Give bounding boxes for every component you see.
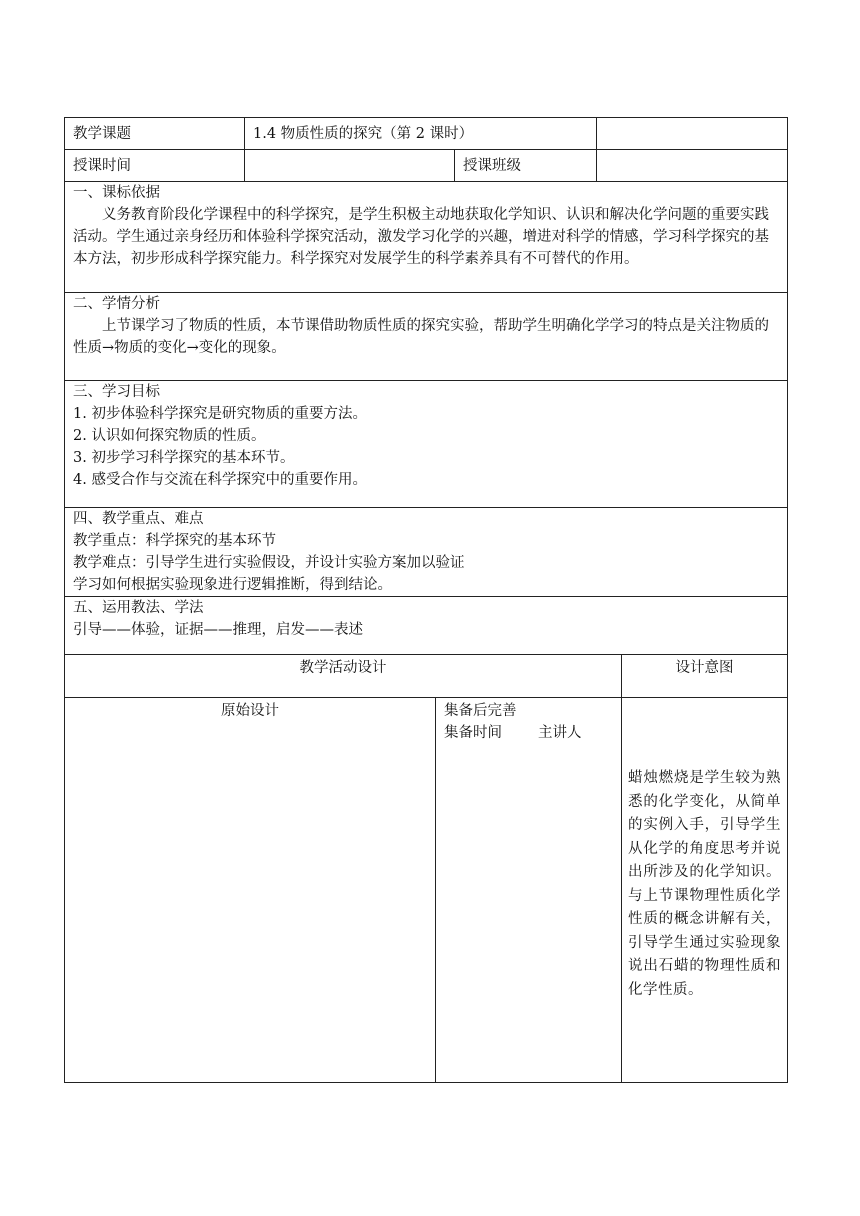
difficulty-line: 教学难点：引导学生进行实验假设，并设计实验方案加以验证 <box>73 555 465 571</box>
time-label: 授课时间 <box>65 150 245 182</box>
meeting-meta <box>444 722 613 744</box>
section-methods <box>65 597 788 655</box>
objective-item: 2. 认识如何探究物质的性质。 <box>73 428 266 444</box>
meet-time-label: 集备时间 <box>444 725 502 741</box>
section-key-points <box>65 508 788 597</box>
section-title: 四、教学重点、难点 <box>73 511 204 527</box>
section-student-analysis <box>65 293 788 381</box>
topic-value: 1.4 物质性质的探究（第 2 课时） <box>245 118 597 150</box>
speaker-label: 主讲人 <box>538 725 582 741</box>
intent-text: 蜡烛燃烧是学生较为熟悉的化学变化，从简单的实例入手，引导学生从化学的角度思考并说出所涉及的化学知识。与上节课物理性质化学性质的概念讲解有关，引导学生通过实验现象说出石蜡的物理性质和化学性质。 <box>628 770 781 998</box>
section-title: 一、课标依据 <box>73 185 160 201</box>
activity-table <box>64 654 788 1083</box>
topic-label: 教学课题 <box>65 118 245 150</box>
time-value <box>245 150 455 182</box>
key-point-line: 教学重点：科学探究的基本环节 <box>73 533 276 549</box>
section-title: 二、学情分析 <box>73 296 160 312</box>
intent-label: 设计意图 <box>622 655 788 698</box>
section-body: 上节课学习了物质的性质，本节课借助物质性质的探究实验，帮助学生明确化学学习的特点是关注物质的性质→物质的变化→变化的现象。 <box>73 318 769 356</box>
class-value <box>597 150 788 182</box>
topic-extra-cell <box>597 118 788 150</box>
difficulty-line-2: 学习如何根据实验现象进行逻辑推断，得到结论。 <box>73 577 392 593</box>
original-label: 原始设计 <box>221 703 279 719</box>
section-body: 引导——体验，证据——推理，启发——表述 <box>73 622 363 638</box>
section-curriculum <box>65 182 788 293</box>
intent-cell <box>622 698 788 1083</box>
objective-item: 1. 初步体验科学探究是研究物质的重要方法。 <box>73 406 367 422</box>
objective-item: 3. 初步学习科学探究的基本环节。 <box>73 450 295 466</box>
section-objectives <box>65 381 788 508</box>
activity-body-row <box>65 698 788 1083</box>
design-label: 教学活动设计 <box>65 655 622 698</box>
class-label: 授课班级 <box>455 150 597 182</box>
section-title: 三、学习目标 <box>73 384 160 400</box>
lesson-header-table <box>64 117 788 655</box>
activity-header-row <box>65 655 788 698</box>
section-body: 义务教育阶段化学课程中的科学探究，是学生积极主动地获取化学知识、认识和解决化学问题的重要实践活动。学生通过亲身经历和体验科学探究活动，激发学习化学的兴趣，增进对科学的情感，学习科学探究的基本方法，初步形成科学探究能力。科学探究对发展学生的科学素养具有不可替代的作用。 <box>73 207 769 267</box>
objective-item: 4. 感受合作与交流在科学探究中的重要作用。 <box>73 472 367 488</box>
improved-label: 集备后完善 <box>444 703 517 719</box>
original-design-cell <box>65 698 436 1083</box>
lesson-plan-page <box>64 117 787 1083</box>
topic-row <box>65 118 788 150</box>
section-title: 五、运用教法、学法 <box>73 600 204 616</box>
time-row <box>65 150 788 182</box>
improved-design-cell <box>436 698 622 1083</box>
